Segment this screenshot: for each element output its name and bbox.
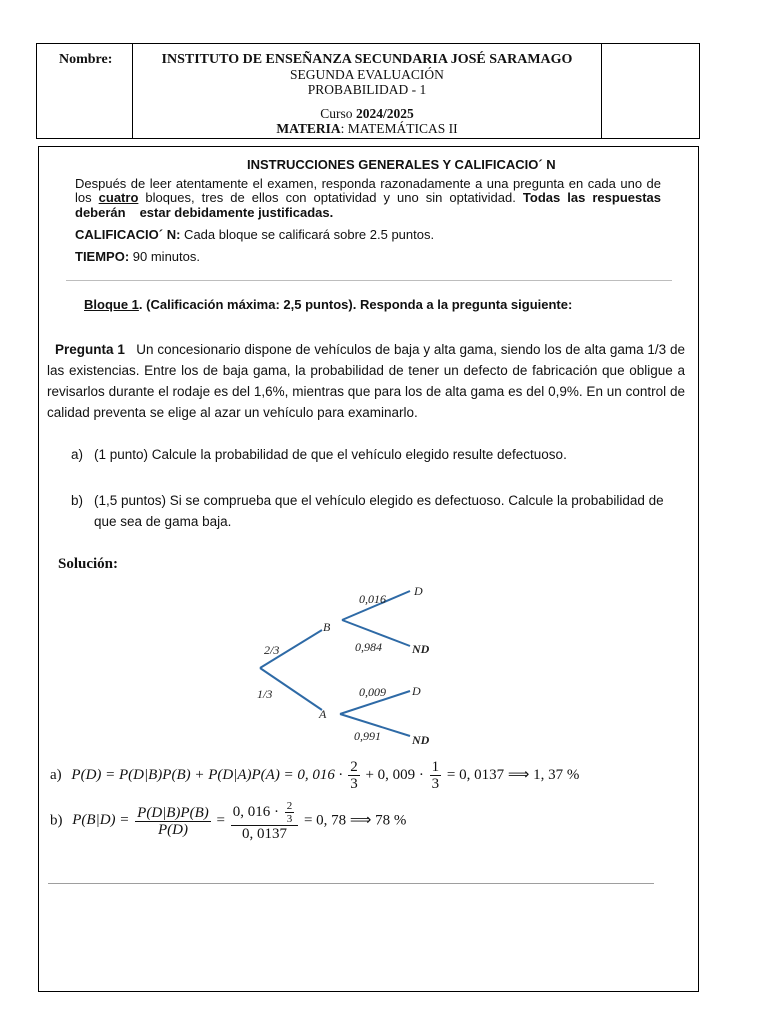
justified-text: estar debidamente justificadas. <box>139 205 334 220</box>
frac-den: 3 <box>286 813 293 825</box>
equation-a-label: a) <box>50 766 62 783</box>
subject-label: MATERIA <box>276 121 341 136</box>
instructions-text: bloques, tres de ellos con optatividad y uno sin optatividad. <box>138 190 523 205</box>
part-b-text-cont: que sea de gama baja. <box>94 514 232 529</box>
equation-b-result: = 0, 78 ⟹ 78 % <box>303 812 407 829</box>
frac-num: 2 <box>286 800 293 812</box>
grading-text: Cada bloque se calificará sobre 2.5 puntos. <box>180 227 435 242</box>
grading-line <box>75 227 434 242</box>
institution-name: INSTITUTO DE ENSEÑANZA SECUNDARIA JOSÉ SARAMAGO <box>161 52 573 67</box>
frac-num-text: 0, 016 · <box>232 803 279 820</box>
instructions-line-2 <box>75 191 661 205</box>
question-line: las existencias. Entre los de baja gama, la probabilidad de tener un defecto de fabricación que obligue a <box>47 363 685 378</box>
block-description: . (Calificación máxima: 2,5 puntos). Responda a la pregunta siguiente: <box>138 297 573 312</box>
probability-tree <box>240 580 440 750</box>
equation-a-result: = 0, 0137 ⟹ 1, 37 % <box>446 766 580 783</box>
equation-a-lhs: P(D) = P(D|B)P(B) + P(D|A)P(A) = 0, 016 · <box>71 766 343 783</box>
leaf-ND-B: ND <box>412 642 430 656</box>
solution-title: Solución: <box>58 556 119 572</box>
time-text: 90 minutos. <box>129 249 200 264</box>
block-title: Bloque 1 <box>84 297 139 312</box>
bottom-divider <box>48 883 654 884</box>
label-ND-given-B: 0,984 <box>355 640 382 654</box>
equation-a <box>50 759 579 792</box>
title-cell <box>133 44 601 138</box>
question-line: revisarlos durante el rodaje es del 1,6%, mientras que para los de alta gama es del 0,9%. En un control de <box>47 384 685 399</box>
question-text: Un concesionario dispone de vehículos de baja y alta gama, siendo los de alta gama 1/3 de <box>136 342 685 357</box>
deberan-text: deberán <box>75 205 126 220</box>
fraction-one-third <box>430 759 442 792</box>
header-table <box>36 43 700 139</box>
question-label: Pregunta 1 <box>55 342 125 357</box>
evaluation-title: SEGUNDA EVALUACIÓN <box>290 67 444 82</box>
equals-sign: = <box>216 812 225 829</box>
equation-b-label: b) <box>50 812 63 829</box>
exam-frame <box>38 146 699 992</box>
instructions-line-1: Después de leer atentamente el examen, responda razonadamente a una pregunta en cada uno de <box>75 176 661 191</box>
leaf-ND-A: ND <box>412 733 430 747</box>
frac-num <box>231 800 299 825</box>
question-line: calidad preventa se elige al azar un vehículo para examinarlo. <box>47 405 418 420</box>
equation-b-lhs: P(B|D) = <box>72 812 130 829</box>
tree-branches <box>260 591 410 736</box>
label-D-given-B: 0,016 <box>359 592 386 606</box>
course-line <box>133 106 601 121</box>
name-label: Nombre: <box>59 52 113 67</box>
leaf-D-B: D <box>414 584 423 598</box>
grading-label: CALIFICACIO´ N: <box>75 227 181 242</box>
frac-den: 3 <box>350 776 358 792</box>
instructions-line-3 <box>75 205 333 220</box>
divider <box>66 280 672 281</box>
question-line <box>47 339 685 360</box>
label-ND-given-A: 0,991 <box>354 729 381 743</box>
instructions-title: INSTRUCCIONES GENERALES Y CALIFICACIO´ N <box>247 157 556 172</box>
frac-num: 1 <box>431 759 440 775</box>
frac-den: 0, 0137 <box>231 825 299 842</box>
frac-den: P(D) <box>135 821 211 838</box>
fraction-two-thirds-small <box>285 800 295 825</box>
part-a-text: (1 punto) Calcule la probabilidad de que el vehículo elegido resulte defectuoso. <box>94 447 567 462</box>
subject-line <box>133 121 601 136</box>
frac-num: 2 <box>350 759 358 775</box>
frac-den: 3 <box>431 776 440 792</box>
part-b-text: (1,5 puntos) Si se comprueba que el vehículo elegido es defectuoso. Calcule la probabilidad de <box>94 493 664 508</box>
node-A: A <box>319 707 327 721</box>
exam-title: PROBABILIDAD - 1 <box>307 82 427 97</box>
instructions-text: los <box>75 190 99 205</box>
fraction-two-thirds <box>348 759 360 792</box>
leaf-D-A: D <box>412 684 421 698</box>
question-paragraph <box>47 339 685 423</box>
equation-a-mid: + 0, 009 · <box>365 766 424 783</box>
part-b-letter: b) <box>71 493 84 508</box>
course-year: 2024/2025 <box>355 106 414 121</box>
block-heading <box>84 297 572 312</box>
part-a-letter: a) <box>71 447 84 462</box>
grade-cell <box>601 44 699 138</box>
time-label: TIEMPO: <box>75 249 130 264</box>
fraction-numeric <box>231 800 299 842</box>
fraction-bayes <box>135 805 211 838</box>
cuatro-emphasis: cuatro <box>98 190 139 205</box>
equation-b <box>50 800 406 842</box>
justify-emphasis: Todas las respuestas <box>522 190 662 205</box>
name-cell <box>37 44 133 138</box>
course-prefix: Curso <box>320 106 356 121</box>
time-line <box>75 249 200 264</box>
frac-num: P(D|B)P(B) <box>137 804 209 821</box>
label-D-given-A: 0,009 <box>359 685 386 699</box>
label-p-B: 2/3 <box>264 643 280 657</box>
label-p-A: 1/3 <box>257 687 273 701</box>
subject-value: : MATEMÁTICAS II <box>340 121 458 136</box>
node-B: B <box>323 620 331 634</box>
